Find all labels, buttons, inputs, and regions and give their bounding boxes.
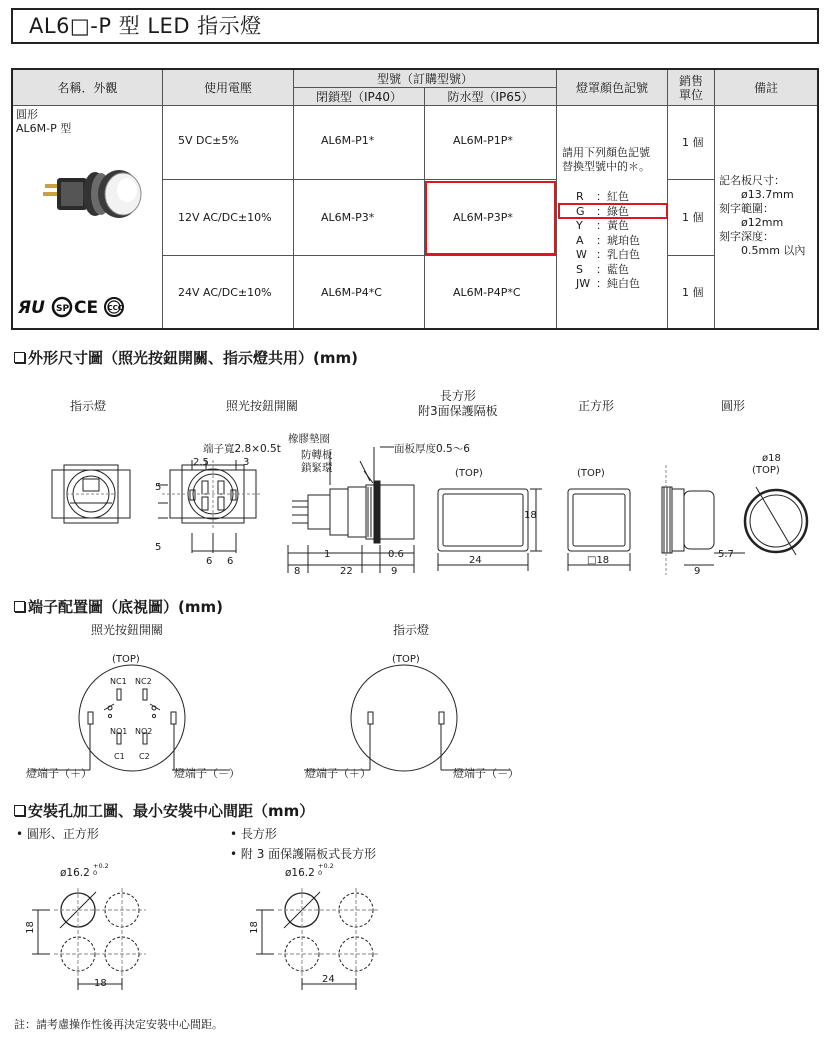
ul-mark: ЯU (18, 298, 45, 318)
pin-nc1: NC1 (110, 677, 127, 686)
color-item: W ：乳白色 (576, 248, 640, 261)
pin-minus-switch: 燈端子（－） (174, 767, 240, 780)
dim-18: 18 (524, 510, 537, 521)
label-rect-guard: 長方形 附3面保護隔板 (418, 389, 498, 418)
pin-top-switch: (TOP) (112, 654, 140, 665)
product-name: 圓形 AL6M-P 型 (16, 108, 72, 135)
pin-plus-switch: 燈端子（＋） (26, 767, 92, 780)
hole-tol-b: +0.2 0 (318, 862, 334, 877)
dim-22: 22 (340, 566, 353, 577)
ce-mark: CE (74, 298, 99, 318)
row2-closed-model: AL6M-P3* (321, 211, 375, 224)
pin-no2: NO2 (135, 727, 153, 736)
header-model-water: 防水型（IP65） (425, 88, 556, 105)
dim-5-7: 5.7 (718, 549, 734, 560)
dim-2-5: 2.5 (193, 457, 209, 468)
row3-water-model: AL6M-P4P*C (453, 286, 521, 299)
row1-voltage: 5V DC±5% (178, 134, 239, 147)
pin-plus-indicator: 燈端子（＋） (305, 767, 371, 780)
dim-dia18: ø18 (762, 453, 781, 464)
highlight-model-box (425, 181, 556, 255)
row1-water-model: AL6M-P1P* (453, 134, 513, 147)
spec-table (11, 68, 819, 330)
pin-no1: NO1 (110, 727, 128, 736)
pin-c2: C2 (139, 752, 150, 761)
dim-8: 8 (294, 566, 301, 577)
dim-24: 24 (469, 555, 482, 566)
row1-unit: 1 個 (682, 136, 704, 149)
annot-terminal-width: 端子寬2.8×0.5t (203, 443, 281, 455)
color-item: G ：綠色 (576, 204, 629, 218)
row3-unit: 1 個 (682, 286, 704, 299)
header-voltage: 使用電壓 (163, 70, 293, 105)
svg-text:SP: SP (56, 304, 70, 314)
dim-5b: 5 (155, 542, 162, 553)
annot-lock-ring: 鎖緊環 (301, 462, 333, 474)
header-model-group: 型號（訂購型號） (294, 70, 556, 87)
color-item: S ：藍色 (576, 262, 629, 276)
dim-a-vertical: 18 (24, 921, 36, 934)
annot-rubber-pad: 橡膠墊圈 (288, 433, 330, 445)
pin-minus-indicator: 燈端子（－） (453, 767, 519, 780)
label-indicator: 指示燈 (70, 399, 107, 413)
bullet-rectangle: • 長方形 (230, 827, 277, 841)
color-note: 請用下列顏色記號 替換型號中的＊。 (562, 146, 650, 173)
label-indicator-pins: 指示燈 (393, 623, 430, 637)
pin-nc2: NC2 (135, 677, 152, 686)
bullet-rect-guard: • 附 3 面保護隔板式長方形 (230, 847, 377, 861)
label-switch-pins: 照光按鈕開關 (91, 623, 164, 637)
dim-sq18: □18 (587, 555, 610, 566)
row3-closed-model: AL6M-P4*C (321, 286, 382, 299)
footnote: 註：請考慮操作性後再決定安裝中心間距。 (14, 1018, 223, 1031)
section2-title: 端子配置圖（底視圖）(mm) (14, 596, 223, 617)
mounting-hole-drawing (20, 860, 420, 995)
header-unit: 銷售 單位 (668, 70, 714, 105)
dim-6b: 6 (227, 556, 234, 567)
switch-front-drawing (158, 460, 262, 553)
dim-5a: 5 (155, 482, 162, 493)
page-title: AL6□-P 型 LED 指示燈 (11, 8, 819, 44)
header-model-closed: 閉鎖型（IP40） (294, 88, 424, 105)
label-switch: 照光按鈕開關 (226, 399, 299, 413)
row3-voltage: 24V AC/DC±10% (178, 286, 272, 299)
color-item: JW ：純白色 (576, 277, 640, 290)
label-square: 正方形 (578, 399, 615, 413)
section1-title: 外形尺寸圖（照光按鈕開關、指示燈共用）(mm) (14, 347, 358, 368)
row2-unit: 1 個 (682, 211, 704, 224)
bullet-round-square: • 圓形、正方形 (16, 827, 99, 841)
dim-b-horizontal: 24 (322, 974, 335, 985)
indicator-front-drawing (52, 465, 130, 523)
round-front-drawing (745, 487, 807, 555)
pin-top-indicator: (TOP) (392, 654, 420, 665)
color-item: Y ：黃色 (576, 219, 629, 232)
dim-9: 9 (391, 566, 398, 577)
dim-b-vertical: 18 (248, 921, 260, 934)
header-name: 名稱．外觀 (13, 70, 162, 105)
terminal-layout-drawing (20, 648, 520, 783)
color-item: R ：紅色 (576, 190, 629, 203)
annot-panel-thickness: 面板厚度0.5～6 (394, 443, 470, 455)
label-round: 圓形 (721, 399, 746, 413)
dim-6a: 6 (206, 556, 213, 567)
pin-c1: C1 (114, 752, 125, 761)
annot-top-rect: (TOP) (455, 468, 483, 479)
dim-0-6: 0.6 (388, 549, 404, 560)
dim-a-horizontal: 18 (94, 978, 107, 989)
row2-water-model: AL6M-P3P* (453, 211, 513, 224)
annot-top-round: (TOP) (752, 465, 780, 476)
hole-dia-a: ø16.2 (60, 867, 90, 879)
section3-title: 安裝孔加工圖、最小安裝中心間距（mm） (14, 800, 314, 821)
hole-dia-b: ø16.2 (285, 867, 315, 879)
dim-3: 3 (243, 457, 250, 468)
color-item: A ：琥珀色 (576, 233, 640, 247)
dim-9b: 9 (694, 566, 701, 577)
row1-closed-model: AL6M-P1* (321, 134, 375, 147)
annot-top-square: (TOP) (577, 468, 605, 479)
annot-anti-rotation: 防轉板 (301, 449, 333, 461)
header-remarks: 備註 (715, 70, 817, 105)
row2-voltage: 12V AC/DC±10% (178, 211, 272, 224)
certification-marks (18, 296, 128, 318)
remarks: 記名板尺寸： ø13.7mm 刻字範圍： ø12mm 刻字深度： 0.5mm 以內 (719, 174, 806, 257)
svg-text:CCC: CCC (107, 304, 123, 312)
dim-1: 1 (324, 549, 331, 560)
header-color-code: 燈罩顏色記號 (557, 70, 667, 105)
hole-tol-a: +0.2 0 (93, 862, 109, 877)
color-list (576, 190, 640, 292)
product-image (39, 162, 149, 228)
rect-guard-drawing (438, 489, 542, 571)
